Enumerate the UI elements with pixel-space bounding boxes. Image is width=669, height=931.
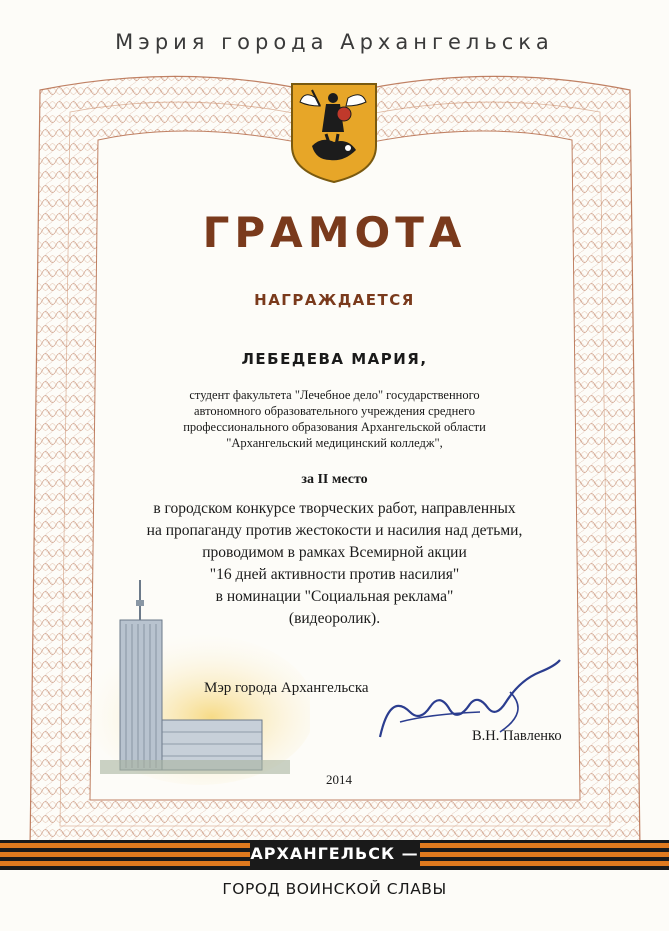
issuer-header: Мэрия города Архангельска — [115, 30, 554, 54]
description-line: профессионального образования Архангельской области — [183, 420, 486, 434]
description-line: студент факультета "Лечебное дело" государственного — [189, 388, 480, 402]
archangel-coat-of-arms-icon — [286, 80, 382, 184]
issue-year: 2014 — [326, 772, 352, 787]
reason-line: на пропаганду против жестокости и насилия над детьми, — [146, 522, 523, 539]
signatory-name: В.Н. Павленко — [472, 728, 562, 744]
reason-line: проводимом в рамках Всемирной акции — [202, 544, 467, 561]
city-honor-title: ГОРОД ВОИНСКОЙ СЛАВЫ — [222, 880, 447, 898]
reason-line: (видеоролик). — [288, 610, 381, 627]
recipient-description — [120, 387, 549, 451]
description-line: "Архангельский медицинский колледж", — [226, 436, 443, 450]
award-place: за II место — [301, 472, 368, 487]
ribbon-caption: АРХАНГЕЛЬСК — — [250, 844, 419, 863]
reason-line: "16 дней активности против насилия" — [209, 566, 460, 583]
document-title: ГРАМОТА — [202, 208, 467, 257]
reason-line: в номинации "Социальная реклама" — [215, 588, 454, 605]
awarded-label: НАГРАЖДАЕТСЯ — [254, 291, 415, 309]
city-building-illustration — [80, 560, 310, 790]
signatory-title: Мэр города Архангельска — [204, 680, 369, 696]
description-line: автономного образовательного учреждения среднего — [194, 404, 475, 418]
reason-line: в городском конкурсе творческих работ, направленных — [153, 500, 516, 517]
recipient-name: ЛЕБЕДЕВА МАРИЯ, — [241, 350, 428, 368]
